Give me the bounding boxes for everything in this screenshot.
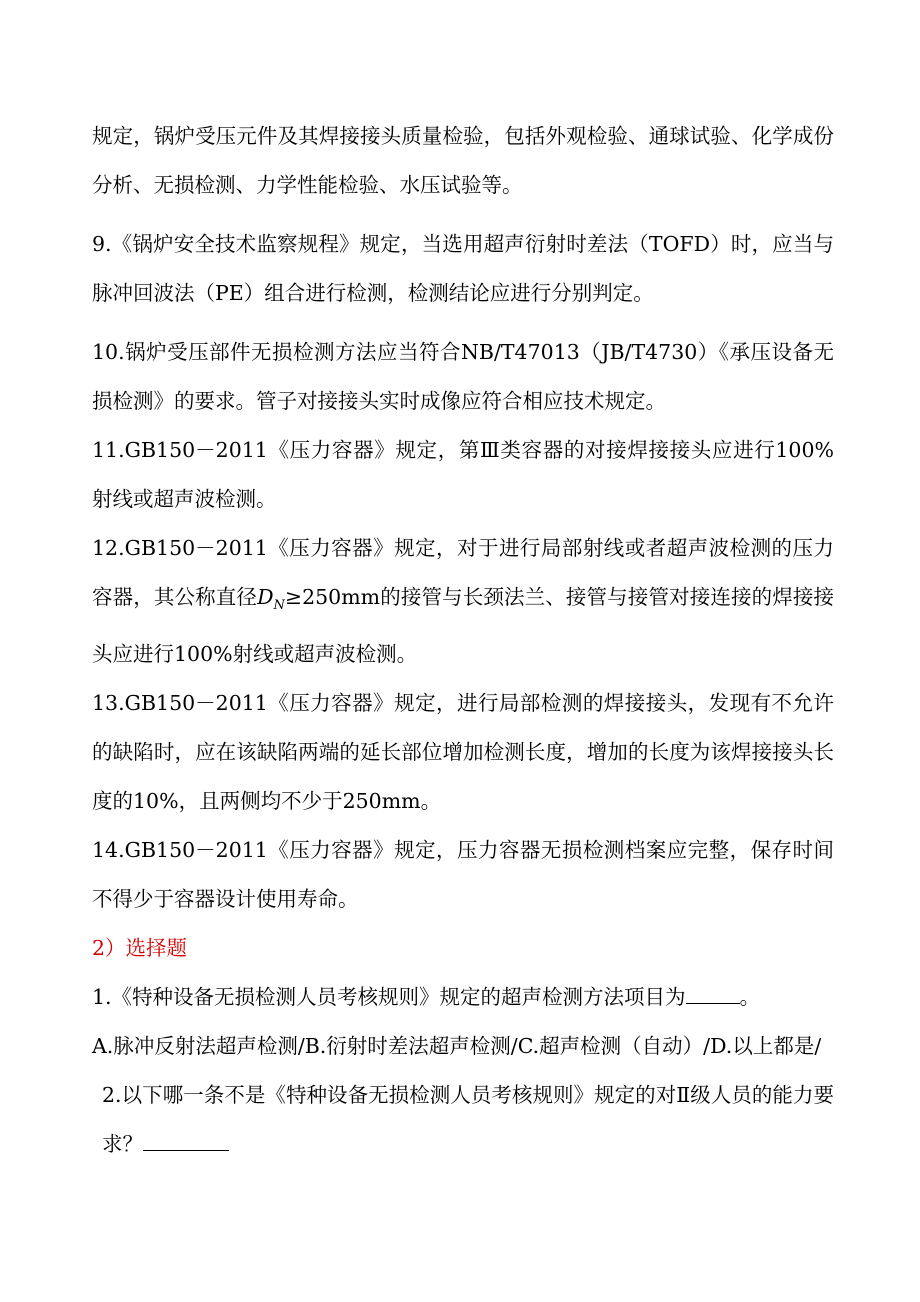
- section-heading: 2）选择题: [92, 936, 188, 961]
- nominal-diameter-symbol: [257, 585, 285, 614]
- question-1-options: A.脉冲反射法超声检测/B.衍射时差法超声检测/C.超声检测（自动）/D.以上都是/: [92, 1034, 822, 1059]
- paragraph-item-14: 14.GB150－2011《压力容器》规定，压力容器无损检测档案应完整，保存时间不得少于容器设计使用寿命。: [92, 838, 834, 912]
- paragraph-item-9: 9.《锅炉安全技术监察规程》规定，当选用超声衍射时差法（TOFD）时，应当与脉冲回波法（PE）组合进行检测，检测结论应进行分别判定。: [92, 232, 834, 305]
- question-1-text: 1.《特种设备无损检测人员考核规则》规定的超声检测方法项目为: [92, 985, 686, 1010]
- answer-blank-2[interactable]: [143, 1124, 229, 1151]
- paragraph-item-12-part-b: ≥250mm的接管与长颈法兰、接管与接管对接连接的焊接接头应进行100%射线或超声波检测。: [92, 585, 835, 667]
- document-page: [92, 112, 834, 1169]
- paragraph-item-13: 13.GB150－2011《压力容器》规定，进行局部检测的焊接接头，发现有不允许的缺陷时，应在该缺陷两端的延长部位增加检测长度，增加的长度为该焊接接头长度的10%，且两侧均不少于250mm。: [92, 691, 834, 814]
- nominal-diameter-letter: D: [257, 585, 274, 609]
- paragraph-item-11: 11.GB150－2011《压力容器》规定，第Ⅲ类容器的对接焊接接头应进行100%射线或超声波检测。: [92, 438, 834, 511]
- paragraph-item-10: 10.锅炉受压部件无损检测方法应当符合NB/T47013（JB/T4730）《承压设备无损检测》的要求。管子对接接头实时成像应符合相应技术规定。: [92, 340, 834, 413]
- question-2: [92, 1071, 834, 1169]
- answer-blank-1[interactable]: [686, 977, 740, 1004]
- question-1: [92, 973, 834, 1022]
- paragraph-item-12-part-a: 12.GB150－2011《压力容器》规定，对于进行局部射线或者超声波检测的压力容器，其公称直径: [92, 536, 834, 609]
- nominal-diameter-subscript: N: [273, 598, 285, 614]
- question-1-end: 。: [739, 985, 761, 1010]
- paragraph-continuation: 规定，锅炉受压元件及其焊接接头质量检验，包括外观检验、通球试验、化学成份分析、无损检测、力学性能检验、水压试验等。: [92, 124, 834, 197]
- paragraph-item-12: [92, 524, 834, 679]
- question-2-text: 2.以下哪一条不是《特种设备无损检测人员考核规则》规定的对Ⅱ级人员的能力要求？: [102, 1083, 834, 1157]
